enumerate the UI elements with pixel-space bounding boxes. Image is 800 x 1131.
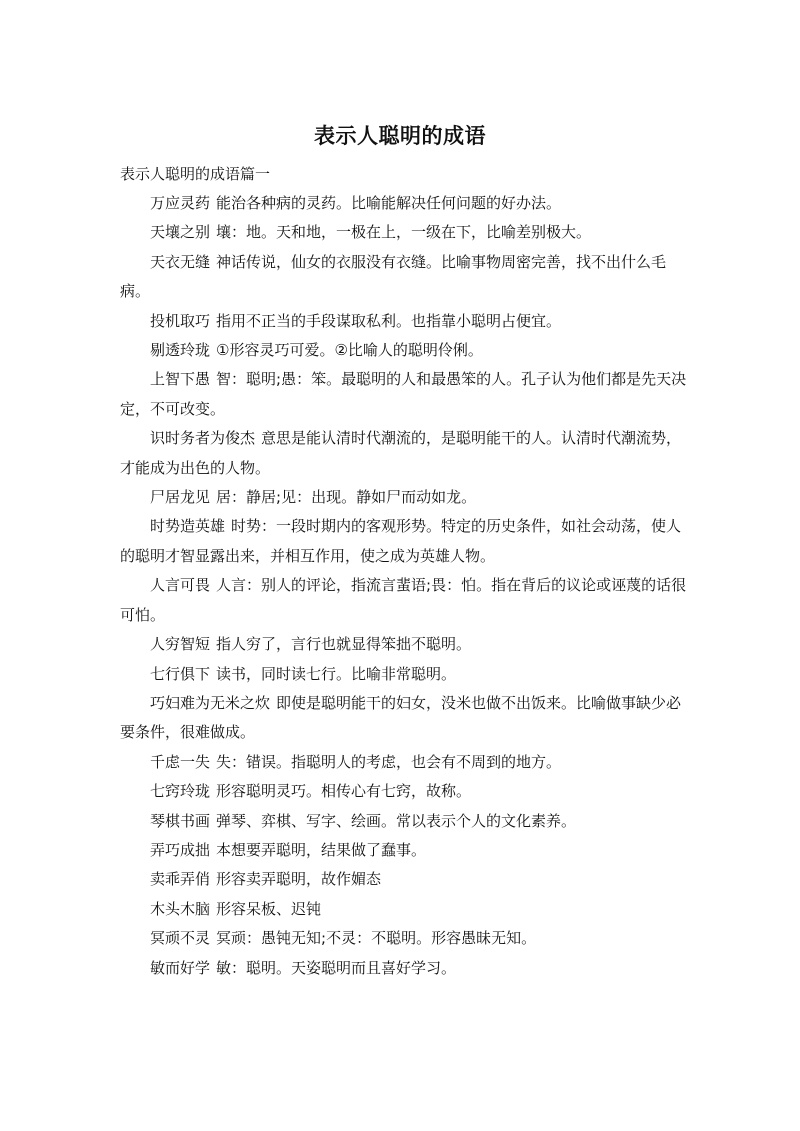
idiom-definition: 形容聪明灵巧。相传心有七窍，故称。 [216,782,472,801]
idiom-definition: 时势：一段时期内的客观形势。特定的历史条件，如社会动荡，使人的聪明才智显露出来，并相互作用，使之成为英雄人物。 [120,517,682,565]
idiom-term: 木头木脑 [150,899,211,918]
idiom-entry [120,365,690,424]
idiom-entry [120,689,690,748]
idiom-entry [120,248,690,307]
idiom-term: 天壤之别 [150,223,211,242]
idiom-entry [120,954,690,983]
idiom-term: 七窍玲珑 [150,782,211,801]
idiom-definition: 失：错误。指聪明人的考虑，也会有不周到的地方。 [216,752,562,771]
idiom-entry [120,571,690,630]
idiom-entry [120,777,690,806]
idiom-definition: 指用不正当的手段谋取私利。也指靠小聪明占便宜。 [216,311,562,330]
idiom-definition: 壤：地。天和地，一极在上，一级在下，比喻差别极大。 [216,223,592,242]
idiom-definition: 弹琴、弈棋、写字、绘画。常以表示个人的文化素养。 [216,811,577,830]
idiom-term: 卖乖弄俏 [150,870,211,889]
idiom-entry [120,336,690,365]
idiom-term: 弄巧成拙 [150,840,211,859]
idiom-definition: 人言：别人的评论，指流言蜚语;畏：怕。指在背后的议论或诬蔑的话很可怕。 [120,576,687,624]
idiom-definition: 即使是聪明能干的妇女，没米也做不出饭来。比喻做事缺少必要条件，很难做成。 [120,693,682,742]
idiom-definition: ①形容灵巧可爱。②比喻人的聪明伶俐。 [216,341,483,360]
idiom-entry [120,660,690,689]
idiom-definition: 形容呆板、迟钝 [216,899,322,918]
idiom-term: 七行俱下 [150,664,211,683]
idiom-term: 识时务者为俊杰 [150,429,256,448]
idiom-term: 人言可畏 [150,576,211,595]
idiom-term: 尸居龙见 [150,488,211,507]
idiom-list [120,189,690,983]
page-title: 表示人聪明的成语 [314,124,486,148]
idiom-term: 敏而好学 [150,958,211,977]
idiom-entry [120,512,690,571]
idiom-term: 上智下愚 [150,370,211,389]
idiom-entry [120,483,690,512]
idiom-definition: 居：静居;见：出现。静如尸而动如龙。 [216,488,477,507]
idiom-term: 天衣无缝 [150,252,211,271]
idiom-definition: 形容卖弄聪明，故作媚态 [216,870,382,889]
idiom-entry [120,307,690,336]
idiom-term: 剔透玲珑 [150,341,211,360]
idiom-definition: 敏：聪明。天姿聪明而且喜好学习。 [216,958,457,977]
idiom-entry [120,865,690,894]
idiom-entry [120,807,690,836]
idiom-definition: 指人穷了，言行也就显得笨拙不聪明。 [216,635,472,654]
idiom-term: 千虑一失 [150,752,211,771]
section-subtitle: 表示人聪明的成语篇一 [120,165,271,183]
idiom-term: 冥顽不灵 [150,929,211,948]
idiom-definition: 智：聪明;愚：笨。最聪明的人和最愚笨的人。孔子认为他们都是先天决定，不可改变。 [120,370,687,418]
idiom-entry [120,924,690,953]
idiom-entry [120,836,690,865]
idiom-term: 投机取巧 [150,311,211,330]
idiom-entry [120,748,690,777]
idiom-term: 琴棋书画 [150,811,211,830]
idiom-definition: 读书，同时读七行。比喻非常聪明。 [216,664,457,683]
idiom-entry [120,424,690,483]
idiom-entry [120,630,690,659]
idiom-term: 人穷智短 [150,635,211,654]
idiom-definition: 神话传说，仙女的衣服没有衣缝。比喻事物周密完善，找不出什么毛病。 [120,252,667,301]
idiom-definition: 冥顽：愚钝无知;不灵：不聪明。形容愚昧无知。 [216,929,537,948]
idiom-definition: 本想要弄聪明，结果做了蠢事。 [216,840,427,859]
idiom-term: 万应灵药 [150,194,211,212]
idiom-entry [120,895,690,924]
idiom-term: 时势造英雄 [150,517,226,536]
idiom-entry [120,189,690,218]
idiom-definition: 能治各种病的灵药。比喻能解决任何问题的好办法。 [216,194,562,212]
idiom-definition: 意思是能认清时代潮流的，是聪明能干的人。认清时代潮流势，才能成为出色的人物。 [120,429,682,477]
idiom-entry [120,218,690,247]
idiom-term: 巧妇难为无米之炊 [150,693,271,712]
